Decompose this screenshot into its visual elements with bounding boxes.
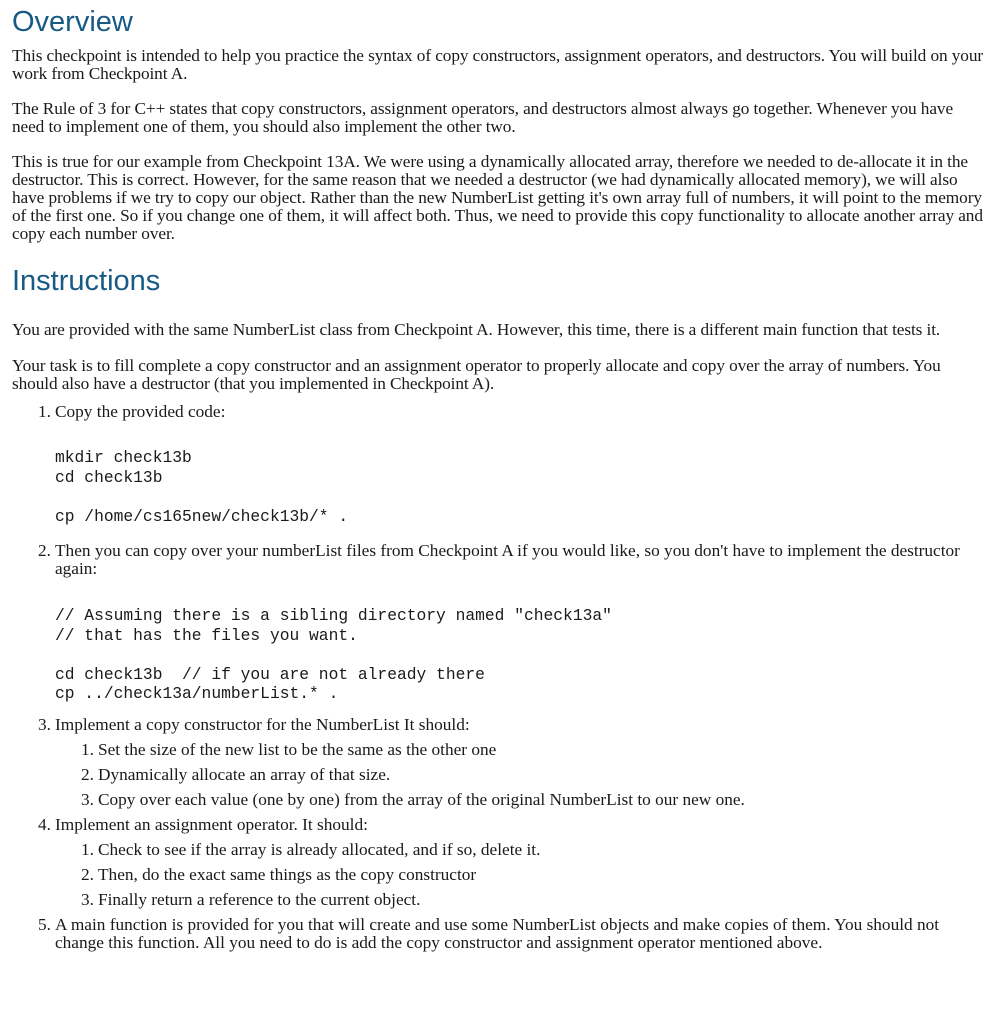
sub-step-item [55,841,987,859]
sub-step-text: Set the size of the new list to be the same as the other one [98,739,497,759]
sub-step-number: 2. [81,764,94,784]
step-number: 1. [38,402,51,421]
sub-step-number: 1. [81,839,94,859]
code-line: cp /home/cs165new/check13b/* . [55,506,349,526]
sub-step-item [55,766,987,784]
sub-step-item [55,866,987,884]
sub-step-text: Then, do the exact same things as the copy constructor [98,864,477,884]
code-line: cp ../check13a/numberList.* . [55,684,339,703]
step-item [12,816,987,909]
instructions-paragraph-2: Your task is to fill complete a copy constructor and an assignment operator to properly allocate and copy over the array of numbers. You should also have a destructor (that you implemented in Checkpoint A). [12,356,941,393]
step-number: 3. [38,714,51,734]
overview-paragraph-2: The Rule of 3 for C++ states that copy constructors, assignment operators, and destructors almost always go together. Whenever you have need to implement one of them, you should also implement the other two. [12,99,954,136]
sub-step-item [55,791,987,809]
code-block [55,606,987,704]
step-item [12,716,987,809]
sub-steps-list [55,741,987,809]
step-number: 4. [38,814,51,834]
code-line: cd check13b [55,467,163,487]
step-number: 2. [38,541,51,560]
instructions-heading: Instructions [12,265,161,297]
sub-step-number: 2. [81,864,94,884]
code-line-blank [55,645,987,665]
step-text: Implement a copy constructor for the NumberList It should: [55,714,470,734]
sub-step-number: 3. [81,889,94,909]
sub-step-item [55,891,987,909]
sub-step-number: 1. [81,739,94,759]
sub-step-item [55,741,987,759]
step-text: Copy the provided code: [55,402,226,421]
sub-step-text: Finally return a reference to the current object. [98,889,421,909]
step-text: Implement an assignment operator. It should: [55,814,368,834]
sub-step-text: Dynamically allocate an array of that size. [98,764,391,784]
code-line-blank [55,487,987,507]
overview-paragraph-3: This is true for our example from Checkpoint 13A. We were using a dynamically allocated array, therefore we needed to de-allocate it in the destructor. This is correct. However, for the same reason that we needed a destructor (we had dynamically allocated memory), we will also have problems if we try to copy our object. Rather than the new NumberList getting it's own array full of numbers, it will point to the memory of the first one. So if you change one of them, it will affect both. Thus, we need to provide this copy functionality to allocate another array and copy each number over. [12,152,983,243]
code-line: mkdir check13b [55,448,192,467]
overview-paragraph-1: This checkpoint is intended to help you practice the syntax of copy constructors, assignment operators, and destructors. You will build on your work from Checkpoint A. [12,46,984,83]
step-text: Then you can copy over your numberList files from Checkpoint A if you would like, so you don't have to implement the destructor again: [55,541,960,578]
step-item [12,916,987,952]
sub-step-number: 3. [81,789,94,809]
code-line: cd check13b // if you are not already there [55,664,485,684]
step-item [12,403,987,526]
step-item [12,542,987,704]
overview-heading: Overview [12,6,133,38]
instructions-paragraph-1: You are provided with the same NumberList class from Checkpoint A. However, this time, there is a different main function that tests it. [12,320,941,339]
code-line: // Assuming there is a sibling directory named "check13a" [55,606,612,625]
instruction-steps-list [12,403,987,952]
sub-step-text: Copy over each value (one by one) from the array of the original NumberList to our new one. [98,789,745,809]
document-body [12,0,987,952]
step-number: 5. [38,914,51,934]
sub-steps-list [55,841,987,909]
code-block [55,448,987,526]
sub-step-text: Check to see if the array is already allocated, and if so, delete it. [98,839,541,859]
code-line: // that has the files you want. [55,625,358,645]
step-text: A main function is provided for you that will create and use some NumberList objects and make copies of them. You should not change this function. All you need to do is add the copy constructor and assignment operator mentioned above. [55,914,940,952]
